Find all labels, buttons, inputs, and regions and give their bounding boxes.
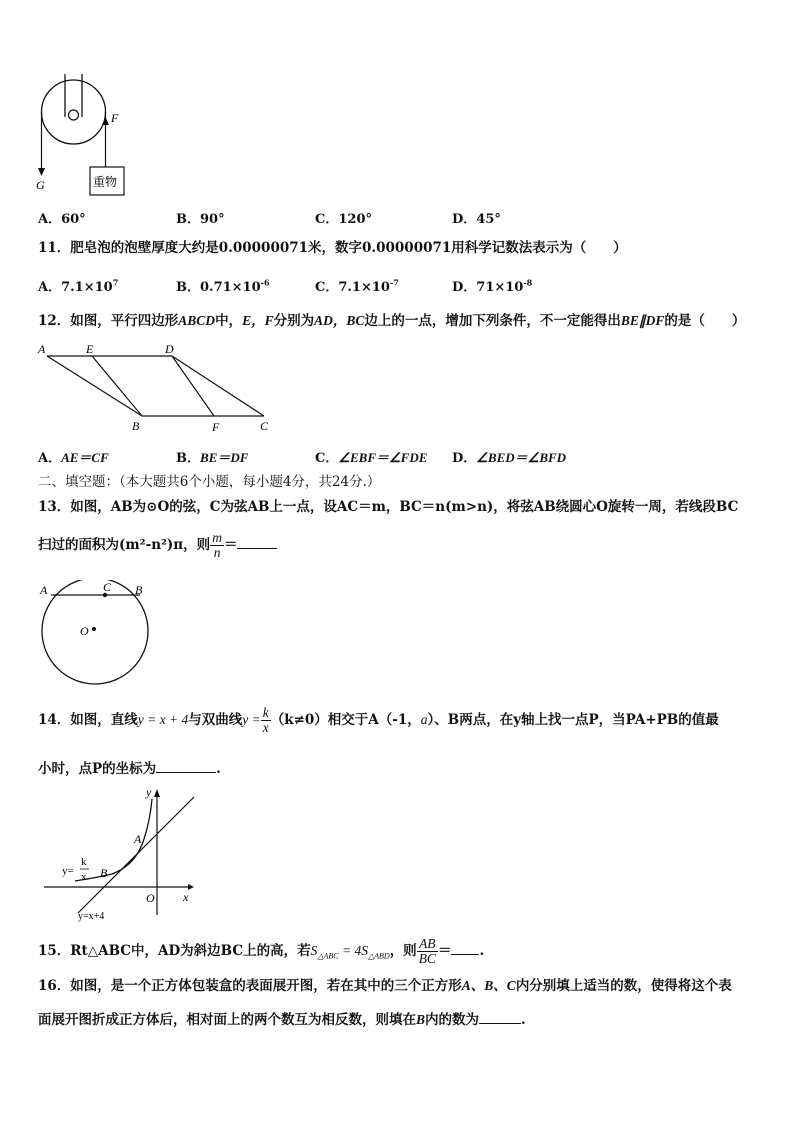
coordinate-figure [40, 785, 210, 925]
label-a: A [134, 832, 142, 846]
section-title: 二、填空题：（本大题共6个小题，每小题4分，共24分.） [38, 474, 381, 490]
label-a: A [38, 342, 46, 356]
label-c: C [260, 419, 269, 433]
q12-option-d: D．∠BED＝∠BFD [452, 450, 567, 466]
label-o: O [146, 891, 155, 905]
q16-answer-blank[interactable] [479, 1023, 521, 1024]
q12-stem: 12．如图，平行四边形ABCD中，E，F分别为AD，BC边上的一点，增加下列条件，不一定能得出BE∥DF的是（ ） [38, 313, 746, 329]
q14-answer-blank[interactable] [156, 772, 216, 773]
label-d: D [165, 342, 174, 356]
curve-label-num: k [81, 856, 87, 868]
line-label: y=x+4 [78, 911, 105, 922]
x-axis-label: x [183, 890, 189, 904]
circle-figure [36, 580, 166, 685]
q13-answer-blank[interactable] [237, 548, 277, 549]
label-b: B [100, 866, 108, 880]
label-b: B [132, 419, 140, 433]
curve-label: y= [62, 865, 74, 877]
q14-line2: 小时，点P的坐标为 . [38, 761, 221, 777]
q14-hyperbola-fraction: $\frac{k}{x}$ [262, 705, 269, 735]
q11-option-b: B．$0.71\times 10^{-6}$ [176, 277, 270, 295]
q16-line1: 16．如图，是一个正方体包装盒的表面展开图，若在其中的三个正方形A、B、C内分别填上适当的数，使得将这个表 [38, 978, 732, 994]
q12-option-a: A．AE＝CF [38, 450, 109, 466]
parallelogram-figure [32, 340, 282, 435]
q11-option-a: A．$7.1\times 10^7$ [38, 277, 119, 295]
curve-label-den: x [81, 871, 87, 883]
weight-label: 重物 [93, 175, 118, 189]
q12-option-b: B．BE＝DF [176, 450, 249, 466]
q13-line1: 13．如图，AB为⊙O的弦，C为弦AB上一点，设AC＝m，BC＝n(m>n)，将弦AB绕圆心O旋转一周，若线段BC [38, 499, 739, 515]
q12-option-c: C．∠EBF＝∠FDE [315, 450, 428, 466]
y-axis-label: y [146, 785, 152, 799]
q16-line2: 面展开图折成正方体后，相对面上的两个数互为相反数，则填在B内的数为 . [38, 1012, 526, 1028]
label-a: A [40, 583, 48, 597]
q10-option-d: D．45° [452, 212, 501, 227]
label-o: O [80, 624, 89, 638]
pulley-figure [30, 72, 140, 197]
q14-line1: 14．如图，直线y = x + 4与双曲线y = $\frac{k}{x}$ （k≠0）相交于A（-1，a）、B两点，在y轴上找一点P，当PA+PB的值最 [38, 705, 719, 735]
q11-stem: 11．肥皂泡的泡壁厚度大约是0.00000071米，数字0.00000071用科学记数法表示为（ ） [38, 240, 627, 256]
q15-stem: 15．Rt△ABC中，AD为斜边BC上的高，若$S_{\triangle ABC} = 4S_{\triangle ABD}$，则 $\frac{AB}{BC}$ ＝ . [38, 936, 485, 966]
q15-fraction: $\frac{AB}{BC}$ [418, 936, 436, 966]
q15-answer-blank[interactable] [451, 954, 479, 955]
q13-fraction: $\frac{m}{n}$ [212, 530, 222, 560]
q11-option-d: D．$71\times 10^{-8}$ [452, 277, 533, 295]
force-label: F [111, 111, 119, 125]
gravity-label: G [36, 178, 45, 192]
q10-option-c: C．120° [315, 212, 372, 227]
label-e: E [86, 342, 94, 356]
q10-option-b: B．90° [176, 212, 225, 227]
label-f: F [212, 420, 220, 434]
label-b: B [135, 583, 143, 597]
q11-option-c: C．$7.1\times 10^{-7}$ [315, 277, 399, 295]
q13-line2: 扫过的面积为(m²-n²)π，则 $\frac{m}{n}$ ＝ [38, 528, 277, 562]
label-c: C [103, 580, 112, 594]
q10-option-a: A．60° [38, 212, 86, 227]
